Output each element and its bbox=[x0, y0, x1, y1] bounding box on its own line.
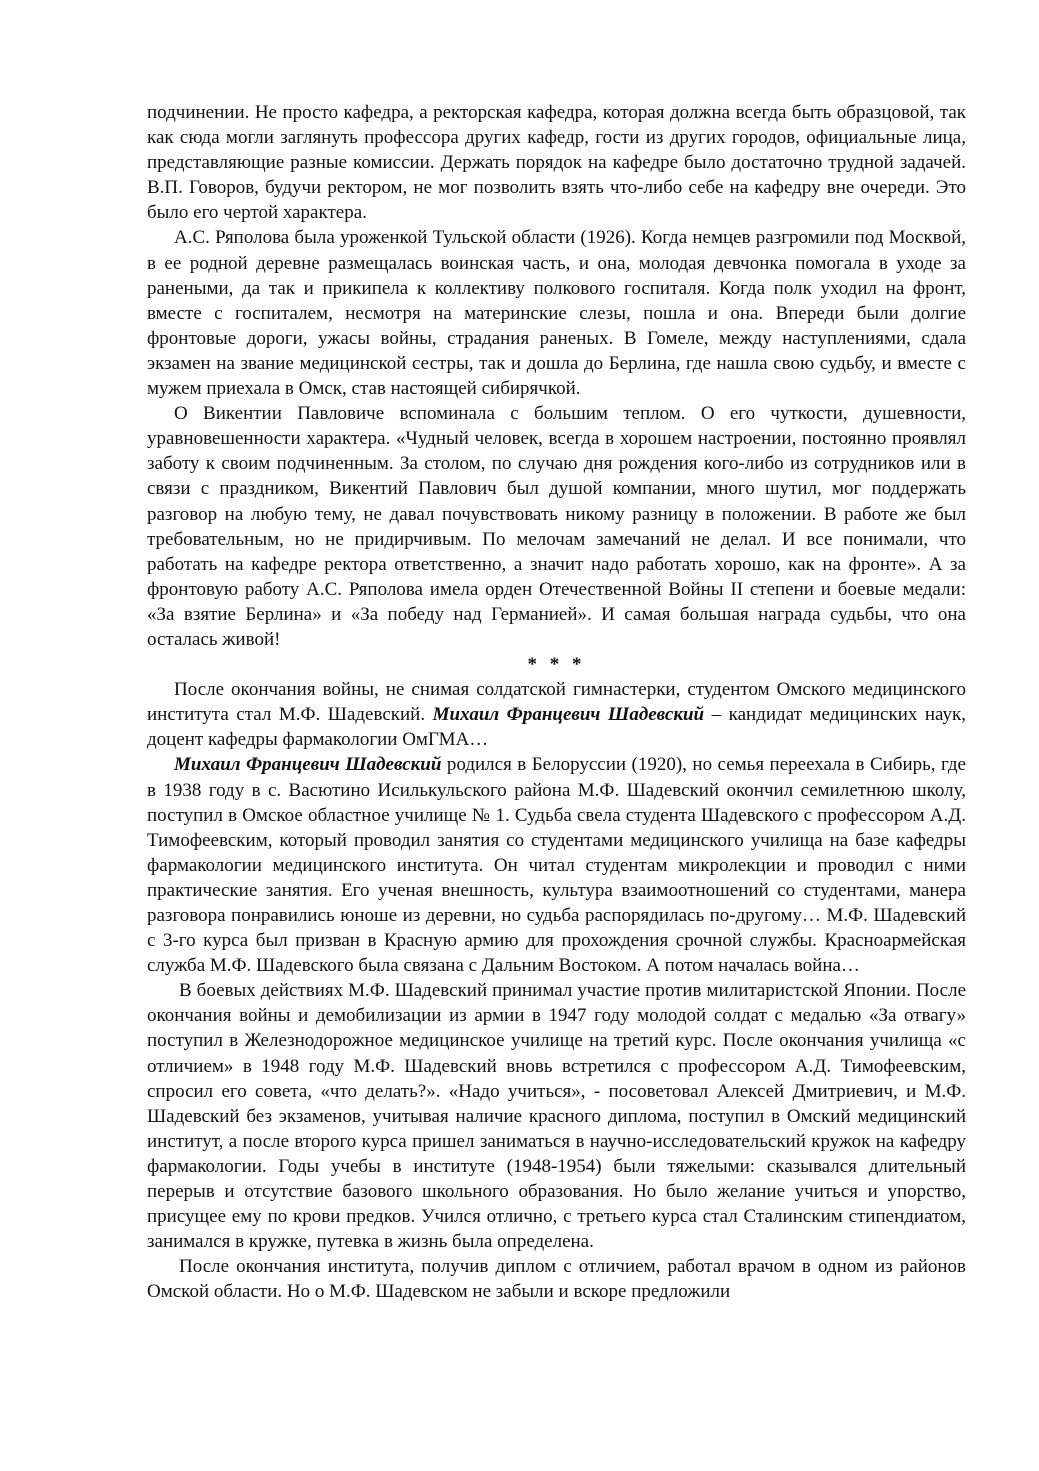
person-name-bold: Михаил Францевич Шадевский bbox=[432, 704, 705, 726]
paragraph-5-end: родился в Белоруссии (1920), но семья переехала в Сибирь, где в 1938 году в с. Васютино Исилькульского района М.Ф. Шадевский окончил семилетнюю школу, поступил в Омское областное училище № 1. Судьба свела студента Шадевского с профессором А.Д. Тимофеевским, который проводил занятия со студентами медицинского училища на базе кафедры фармакологии медицинского института. Он читал студентам микролекции и проводил с ними практические занятия. Его ученая внешность, культура взаимоотношений со студентами, манера разговора понравились юноше из деревни, но судьба распорядилась по-другому… М.Ф. Шадевский с 3-го курса был призван в Красную армию для прохождения срочной службы. Красноармейская служба М.Ф. Шадевского была связана с Дальним Востоком. А потом началась война… bbox=[147, 754, 966, 977]
paragraph-2: А.С. Ряполова была уроженкой Тульской области (1926). Когда немцев разгромили под Москвой, в ее родной деревне размещалась воинская часть, и она, молодая девчонка помогала в уходе за ранеными, да так и прикипела к коллективу полкового госпиталя. Когда полк уходил на фронт, вместе с госпиталем, несмотря на материнские слезы, пошла и она. Впереди были долгие фронтовые дороги, ужасы войны, страдания раненых. В Гомеле, между наступлениями, сдала экзамен на звание медицинской сестры, так и дошла до Берлина, где нашла свою судьбу, и вместе с мужем приехала в Омск, став настоящей сибирячкой. bbox=[147, 227, 966, 400]
paragraph-7: После окончания института, получив диплом с отличием, работал врачом в одном из районов Омской области. Но о М.Ф. Шадевском не забыли и вскоре предложили bbox=[147, 1256, 966, 1303]
paragraph-4-end: – кандидат медицинских наук, доцент кафедры фармакологии ОмГМА… bbox=[147, 704, 966, 751]
paragraph-5 bbox=[147, 752, 966, 978]
paragraph-6: В боевых действиях М.Ф. Шадевский принимал участие против милитаристской Японии. После окончания войны и демобилизации из армии в 1947 году молодой солдат с медалью «За отвагу» поступил в Железнодорожное медицинское училище на третий курс. После окончания училища «с отличием» в 1948 году М.Ф. Шадевский вновь встретился с профессором А.Д. Тимофеевским, спросил его совета, «что делать?». «Надо учиться», - посоветовал Алексей Дмитриевич, и М.Ф. Шадевский без экзаменов, учитывая наличие красного диплома, поступил в Омский медицинский институт, а после второго курса пришел заниматься в научно-исследовательский кружок на кафедру фармакологии. Годы учебы в институте (1948-1954) были тяжелыми: сказывался длительный перерыв и отсутствие базового школьного образования. Но было желание учиться и упорство, присущее ему по крови предков. Учился отлично, с третьего курса стал Сталинским стипендиатом, занимался в кружке, путевка в жизнь была определена. bbox=[147, 980, 966, 1253]
document-page bbox=[147, 100, 966, 1305]
section-separator: * * * bbox=[527, 654, 586, 676]
paragraph-1: подчинении. Не просто кафедра, а ректорская кафедра, которая должна всегда быть образцовой, так как сюда могли заглянуть профессора других кафедр, гости из других городов, официальные лица, представляющие разные комиссии. Держать порядок на кафедре было достаточно трудной задачей. В.П. Говоров, будучи ректором, не мог позволить взять что-либо себе на кафедру вне очереди. Это было его чертой характера. bbox=[147, 102, 966, 224]
paragraph-4 bbox=[147, 677, 966, 752]
paragraph-4-start: После окончания войны, не снимая солдатской гимнастерки, студентом Омского медицинского института стал М.Ф. Шадевский. bbox=[147, 679, 966, 726]
person-name-bold-2: Михаил Францевич Шадевский bbox=[174, 754, 442, 776]
paragraph-3: О Викентии Павловиче вспоминала с большим теплом. О его чуткости, душевности, уравновешенности характера. «Чудный человек, всегда в хорошем настроении, постоянно проявлял заботу к своим подчиненным. За столом, по случаю дня рождения кого-либо из сотрудников или в связи с праздником, Викентий Павлович был душой компании, много шутил, мог поддержать разговор на любую тему, не давал почувствовать никому разницу в положении. В работе же был требовательным, но не придирчивым. По мелочам замечаний не делал. И все понимали, что работать на кафедре ректора ответственно, а значит надо работать хорошо, как на фронте». А за фронтовую работу А.С. Ряполова имела орден Отечественной Войны II степени и боевые медали: «За взятие Берлина» и «За победу над Германией». И самая большая награда судьбы, что она осталась живой! bbox=[147, 403, 966, 650]
